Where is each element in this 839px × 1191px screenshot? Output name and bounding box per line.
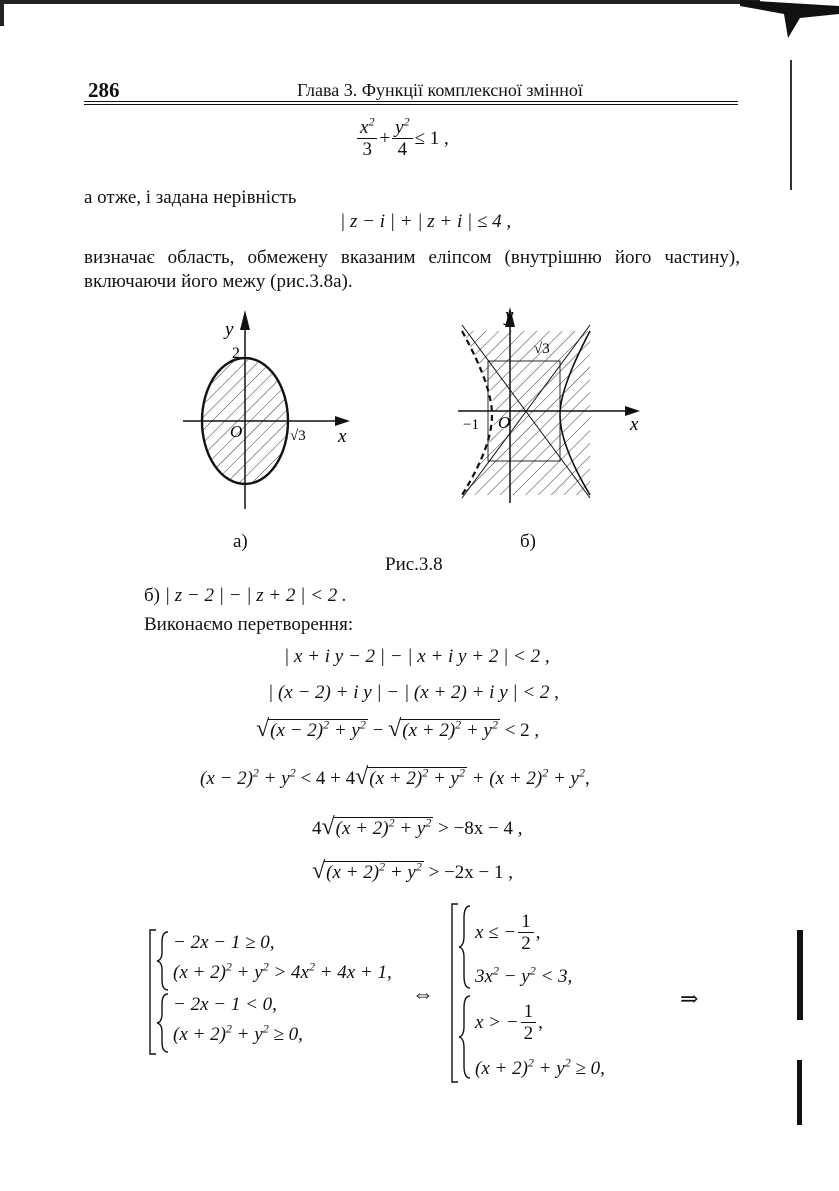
ellipse-inequality: $\frac{x^2}{3}$ + $\frac{y^2}{4}$ ≤ 1 ,	[355, 118, 449, 161]
left-system-brackets	[146, 928, 176, 1058]
x-label: x	[630, 414, 639, 435]
left-sys-line-2: $(x + 2)^2 + y^2 > 4x^2 + 4x + 1$,	[173, 959, 392, 983]
step-1: | x + i y − 2 | − | x + i y + 2 | < 2 ,	[284, 646, 550, 667]
scan-border-top	[0, 0, 760, 4]
page-number: 286	[88, 78, 120, 102]
step-2: | (x − 2) + i y | − | (x + 2) + i y | < 2 ,	[268, 682, 559, 703]
label-a: а)	[233, 531, 248, 552]
origin-label: O	[498, 413, 511, 432]
paragraph-1: визначає область, обмежену вказаним еліпсом (внутрішню його частину), включаючи його межу (рис.3.8а).	[84, 247, 740, 292]
y-label: y	[225, 319, 234, 340]
right-sys-line-1: x ≤ − $\frac{1}{2}$ ,	[475, 911, 541, 954]
equiv-arrow: ⇔	[412, 981, 434, 1006]
x-label: x	[338, 426, 347, 447]
item-b: б) | z − 2 | − | z + 2 | < 2 .	[144, 585, 347, 606]
tick-y-sqrt3: √3	[534, 341, 550, 357]
right-sys-line-4: $(x + 2)^2 + y^2 \ge 0$,	[475, 1055, 605, 1079]
step-4: $(x - 2)^2 + y^2 < 4 + 4√(x + 2)^2 + y^2 + (x + 2)^2 + y^2$,	[200, 764, 590, 790]
y-arrow	[240, 310, 250, 330]
step-6: $√(x + 2)^2 + y^2 > -2x - 1$ ,	[312, 858, 514, 884]
right-system-brackets	[448, 902, 478, 1086]
left-sys-line-1: − 2x − 1 ≥ 0,	[173, 932, 275, 953]
text-line-a: а отже, і задана нерівність	[84, 187, 297, 208]
given-inequality: | z − i | + | z + i | ≤ 4 ,	[340, 211, 512, 232]
scan-edge-right-1	[790, 60, 792, 190]
scan-border-left	[0, 0, 4, 26]
scan-edge-right-3	[797, 1060, 802, 1125]
header-rule	[84, 101, 738, 105]
tick-x-sqrt3: √3	[290, 428, 306, 444]
origin-label: O	[230, 422, 243, 441]
right-sys-line-2: $3x^2 - y^2 < 3$,	[475, 963, 573, 987]
left-sys-line-3: − 2x − 1 < 0,	[173, 994, 277, 1015]
implies-arrow: ⇒	[680, 986, 699, 1011]
transform-line: Виконаємо перетворення:	[144, 614, 354, 635]
figure-caption: Рис.3.8	[385, 554, 443, 575]
tick-x-minus1: −1	[463, 417, 479, 433]
step-3: $√(x - 2)^2 + y^2 - √(x + 2)^2 + y^2 < 2$ ,	[256, 716, 540, 742]
figure-b	[450, 303, 650, 503]
label-b: б)	[520, 531, 536, 552]
tick-y-2: 2	[232, 345, 240, 362]
right-sys-line-3: x > − $\frac{1}{2}$ ,	[475, 1001, 543, 1044]
chapter-title: Глава 3. Функції комплексної змінної	[297, 80, 583, 100]
hatched-region	[462, 331, 590, 495]
scan-corner-mark	[740, 0, 839, 40]
x-arrow	[335, 416, 350, 426]
figure-a	[175, 305, 365, 515]
left-sys-line-4: $(x + 2)^2 + y^2 \ge 0$,	[173, 1021, 303, 1045]
y-label: y	[505, 305, 514, 326]
scan-edge-right-2	[797, 930, 803, 1020]
step-5: $4√(x + 2)^2 + y^2 > -8x - 4$ ,	[312, 814, 523, 840]
